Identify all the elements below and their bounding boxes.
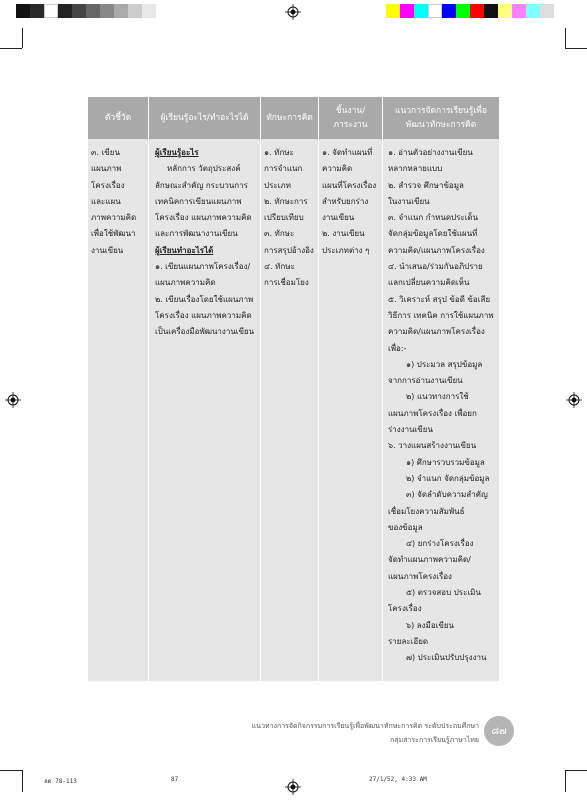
- cell-line: ๒. ทักษะการ: [264, 196, 308, 206]
- cell-line: ลักษณะสำคัญ กระบวนการ: [155, 180, 248, 190]
- cell-line: เทคนิคการเขียนแผนภาพ: [155, 196, 242, 206]
- cell-line: ๑) ศึกษารวบรวมข้อมูล: [406, 457, 485, 467]
- crop-mark: [565, 48, 587, 49]
- cell-line: เป็นเครื่องมือพัฒนางานเขียน: [155, 327, 255, 337]
- cell-line: ๒. เขียนเรื่องโดยใช้แผนภาพ: [155, 294, 254, 304]
- cell-line: สำหรับยกร่าง: [322, 196, 369, 206]
- cell-line: ความคิด/แผนภาพโครงเรื่อง: [388, 245, 485, 255]
- page-number-badge: ๘๗: [484, 716, 514, 746]
- cell-line: ๑. จัดทำแผนที่: [322, 148, 373, 157]
- cell-line: ๒. สำรวจ ศึกษาข้อมูล: [388, 180, 464, 190]
- cell-line: การสรุปอ้างอิง: [264, 245, 314, 255]
- cell-line: ๖) ลงมือเขียน: [406, 620, 454, 630]
- cell-line: จัดกลุ่มข้อมูลโดยใช้แผนที่: [388, 229, 478, 239]
- cell-line: การจำแนก: [264, 164, 303, 174]
- header-thinking-skill: ทักษะการคิด: [266, 113, 313, 123]
- cell-line: เชื่อมโยงความสัมพันธ์: [388, 506, 465, 516]
- cell-line: งานเขียน: [91, 245, 124, 255]
- crop-mark: [0, 770, 22, 771]
- cell-line: ๑. ทักษะ: [264, 148, 294, 157]
- cell-line: จากการอ่านงานเขียน: [388, 376, 463, 386]
- registration-mark-icon: [285, 4, 301, 20]
- cell-line: โครงเรื่อง แผนภาพความคิด: [155, 213, 252, 223]
- column-divider: [382, 97, 383, 681]
- cell-line: ความคิด/แผนภาพโครงเรื่อง: [388, 327, 485, 337]
- cell-line: แผนที่โครงเรื่อง: [322, 180, 377, 190]
- registration-mark-icon: [285, 779, 301, 795]
- cell-line: ๒) จำแนก จัดกลุ่มข้อมูล: [406, 473, 490, 483]
- cell-line: ๑. อ่านตัวอย่างงานเขียน: [388, 148, 473, 157]
- cell-line: ๒) แนวทางการใช้: [406, 392, 469, 402]
- cell-line: ๖. วางแผนสร้างงานเขียน: [388, 441, 477, 451]
- cell-line: แผนภาพโครงเรื่อง เพื่อยก: [388, 408, 477, 418]
- cell-line: เปรียบเทียบ: [264, 213, 304, 223]
- cell-line: ๓. ทักษะ: [264, 229, 295, 239]
- cell-line: ของข้อมูล: [388, 522, 423, 532]
- cell-line: ๒. งานเขียน: [322, 229, 365, 239]
- slug-file: ลด 78-113: [44, 778, 77, 785]
- cell-line: แผนภาพ: [91, 164, 122, 174]
- header-approach: แนวการจัดการเรียนรู้เพื่อพัฒนาทักษะการคิด: [395, 106, 487, 130]
- cell-line: ๑. เขียนแผนภาพโครงเรื่อง/: [155, 262, 251, 272]
- learning-cell: [155, 145, 254, 341]
- cell-line: จัดทำแผนภาพความคิด/: [388, 555, 471, 565]
- cell-line: เพื่อใช้พัฒนา: [91, 229, 136, 239]
- crop-mark: [0, 48, 22, 49]
- header-indicator: ตัวชี้วัด: [104, 113, 132, 123]
- cell-line: งานเขียน: [322, 213, 355, 223]
- cell-line: แผนภาพความคิด: [155, 278, 216, 288]
- slug-timestamp: 27/1/52, 4:33 AM: [369, 776, 427, 783]
- cell-line: เพื่อ:-: [388, 343, 407, 353]
- cell-line: รายละเอียด: [388, 636, 429, 646]
- cell-line: โครงเรื่อง แผนภาพความคิด: [155, 310, 252, 320]
- cell-line: ร่างงานเขียน: [388, 425, 433, 435]
- registration-mark-icon: [5, 392, 21, 408]
- cell-line: โครงเรื่อง: [388, 604, 422, 614]
- cell-line: ความคิด: [322, 164, 353, 174]
- crop-mark: [22, 770, 23, 792]
- header-workpiece: ชิ้นงาน/ภาระงาน: [333, 106, 368, 130]
- cell-line: ๕) ตรวจสอบ ประเมิน: [406, 588, 481, 598]
- crop-mark: [565, 770, 566, 792]
- cell-line: ในงานเขียน: [388, 196, 430, 206]
- cell-line: วิธีการ เทคนิค การใช้แผนภาพ: [388, 310, 494, 320]
- header-learning: ผู้เรียนรู้อะไร/ทำอะไรได้: [160, 113, 249, 123]
- column-divider: [148, 97, 149, 681]
- cell-line: ๓. เขียน: [91, 148, 120, 157]
- cell-line: ๗) ประเมินปรับปรุงงาน: [406, 653, 487, 663]
- crop-mark: [22, 28, 23, 48]
- cell-line: หลากหลายแบบ: [388, 164, 443, 174]
- cell-line: ประเภทต่าง ๆ: [322, 245, 370, 255]
- cell-line: ๓) จัดลำดับความสำคัญ: [406, 490, 488, 500]
- indicator-cell: [91, 145, 136, 259]
- cell-line: ๑) ประมวล สรุปข้อมูล: [406, 359, 483, 369]
- workpiece-cell: [322, 145, 376, 259]
- registration-mark-icon: [566, 392, 582, 408]
- indicator-table: [88, 97, 499, 681]
- column-divider: [318, 97, 319, 681]
- cell-line: การเชื่อมโยง: [264, 278, 309, 288]
- table-header-row: [88, 97, 499, 139]
- crop-mark: [565, 28, 566, 48]
- crop-mark: [565, 770, 587, 771]
- approach-cell: [388, 145, 494, 667]
- cell-line: ๕. วิเคราะห์ สรุป ข้อดี ข้อเสีย: [388, 294, 491, 304]
- column-divider: [260, 97, 261, 681]
- cell-line: หลักการ วัตถุประสงค์: [167, 164, 241, 174]
- cell-line: ภาพความคิด: [91, 213, 137, 223]
- thinking-skill-cell: [264, 145, 314, 292]
- print-color-bar: [386, 4, 554, 18]
- cell-line: ๓. จำแนก กำหนดประเด็น: [388, 213, 479, 223]
- cell-line: โครงเรื่อง: [91, 180, 125, 190]
- cell-line: และแผน: [91, 196, 121, 206]
- cell-line: แลกเปลี่ยนความคิดเห็น: [388, 278, 470, 288]
- cell-line: ประเภท: [264, 180, 291, 190]
- slug-page: 87: [171, 776, 179, 783]
- print-grayscale-bar: [16, 4, 156, 18]
- cell-line: ๔. ทักษะ: [264, 262, 295, 272]
- do-heading: ผู้เรียนทำอะไรได้: [155, 245, 214, 255]
- footer-book-title: แนวทางการจัดกิจกรรมการเรียนรู้เพื่อพัฒนาทักษะการคิด ระดับประถมศึกษา: [251, 722, 479, 730]
- cell-line: ๔. นำเสนอ/ร่วมกันอภิปราย: [388, 262, 483, 272]
- cell-line: ๔) ยกร่างโครงเรื่อง: [406, 539, 474, 549]
- cell-line: แผนภาพโครงเรื่อง: [388, 571, 452, 581]
- footer-subject: กลุ่มสาระการเรียนรู้ภาษาไทย: [390, 736, 479, 744]
- what-heading: ผู้เรียนรู้อะไร: [155, 148, 199, 157]
- cell-line: และการพัฒนางานเขียน: [155, 229, 238, 239]
